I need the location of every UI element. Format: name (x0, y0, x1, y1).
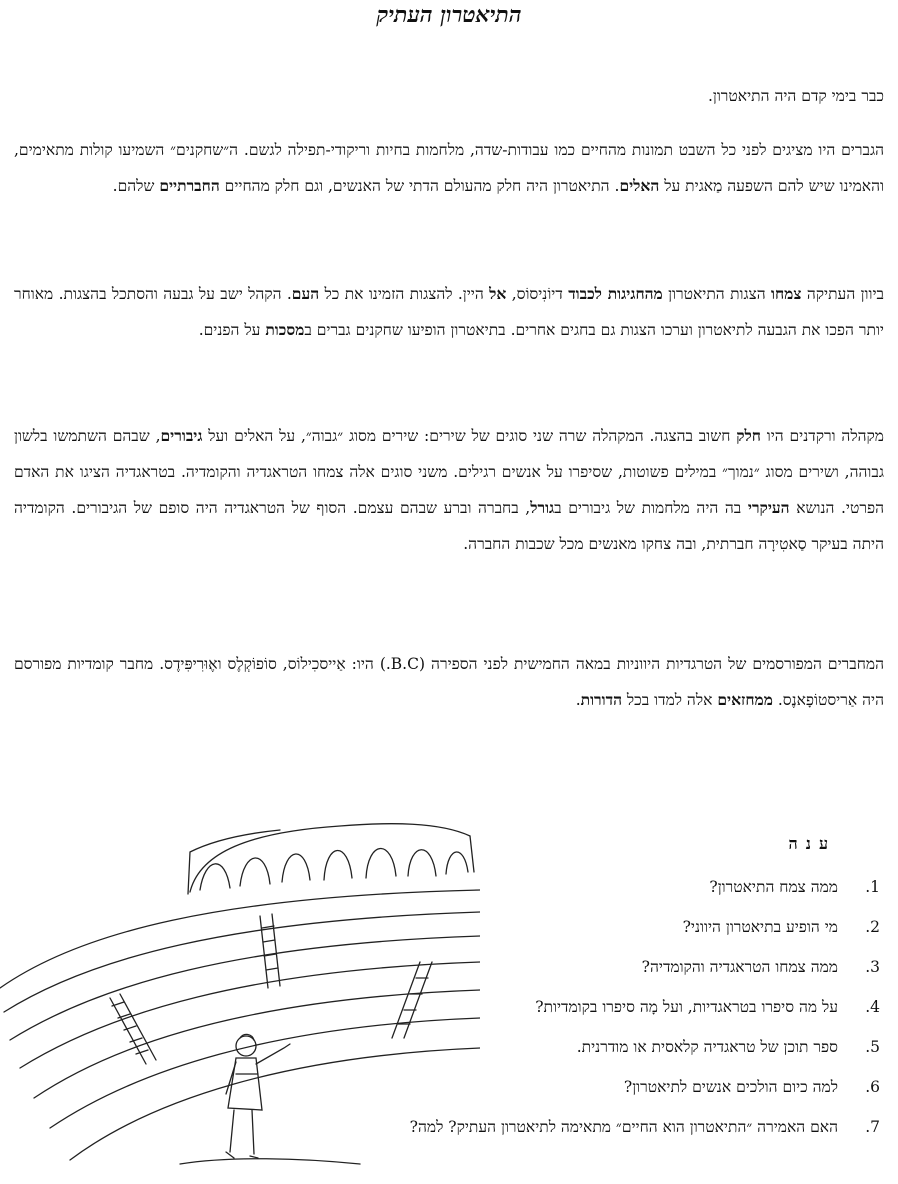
question-number: 5. (865, 1038, 880, 1056)
question-text: ממה צמחו הטראגדיה והקומדיה? (641, 958, 838, 976)
page-title: התיאטרון העתיק (376, 2, 522, 28)
question-item (240, 1110, 880, 1150)
paragraph-2: הגברים היו מציגים לפני כל השבט תמונות מהחיים כמו עבודות-שדה, מלחמות בחיות וריקודי-תפילה לגשם. ה״שחקנים״ השמיעו קולות מתאימים, והאמינו שיש להם השפעה מַאגית על האלים. התיאטרון היה חלק מהעולם הדתי של האנשים, וגם חלק מהחיים החברתיים שלהם. (14, 141, 884, 195)
question-number: 2. (865, 918, 880, 936)
questions-list (240, 870, 880, 1150)
question-text: האם האמירה ״התיאטרון הוא החיים״ מתאימה לתיאטרון העתיק? למה? (409, 1118, 838, 1136)
question-item (240, 1030, 880, 1070)
question-number: 6. (865, 1078, 880, 1096)
paragraph-5: המחברים המפורסמים של הטרגדיות היווניות במאה החמישית לפני הספירה (B.C.) היו: אַייסכִילוֹס, סוֹפוֹקְלֶס ואֶוּרִיפִּידֶס. מחבר קומדיות מפורסם היה אַריסטוֹפָאנֶס. ממחזאים אלה למדו בכל הדורות. (14, 655, 884, 709)
question-number: 4. (865, 998, 880, 1016)
question-number: 1. (865, 878, 880, 896)
question-text: על מה סיפרו בטראגדיות, ועל מָה סיפרו בקומדיות? (535, 998, 838, 1016)
paragraph-4: מקהלה ורקדנים היו חלק חשוב בהצגה. המקהלה שרה שני סוגים של שירים: שירים מסוג ״גבוה״, על האלים ועל גיבורים, שבהם השתמשו בלשון גבוהה, ושירים מסוג ״נמוך״ במילים פשוטות, שסיפרו על אנשים רגילים. משני סוגים אלה צמחו הטראגדיה והקומדיה. בטראגדיה הציגו את האדם הפרטי. הנושא העיקרי בה היה מלחמות של גיבורים בגורל, בחברה וברע שבהם עצמם. הסוף של הטראגדיה היה סופם של הגיבורים. הקומדיה היתה בעיקר סַאטִירָה חברתית, ובה צחקו מאנשים מכל שכבות החברה. (14, 426, 884, 553)
question-item (240, 1070, 880, 1110)
question-text: למה כיום הולכים אנשים לתיאטרון? (623, 1078, 838, 1096)
question-text: ממה צמח התיאטרון? (709, 878, 838, 896)
question-item (240, 950, 880, 990)
question-item (240, 990, 880, 1030)
question-text: מי הופיע בתיאטרון היווני? (682, 918, 838, 936)
question-item (240, 910, 880, 950)
question-number: 7. (865, 1118, 880, 1136)
paragraph-1: כבר בימי קדם היה התיאטרון. (707, 87, 884, 105)
paragraph-3: ביוון העתיקה צמחו הצגות התיאטרון מהחגיגות לכבוד דיוֹנִיסוֹס, אל היין. להצגות הזמינו את כל העם. הקהל ישב על גבעה והסתכל בהצגות. מאוחר יותר הפכו את הגבעה לתיאטרון וערכו הצגות גם בחגים אחרים. בתיאטרון הופיעו שחקנים גברים במסכות על הפנים. (14, 284, 885, 339)
question-number: 3. (865, 958, 880, 976)
tasks-heading: ענה (788, 834, 836, 853)
question-item (240, 870, 880, 910)
question-text: ספר תוכן של טראגדיה קלאסית או מודרנית. (576, 1038, 838, 1056)
